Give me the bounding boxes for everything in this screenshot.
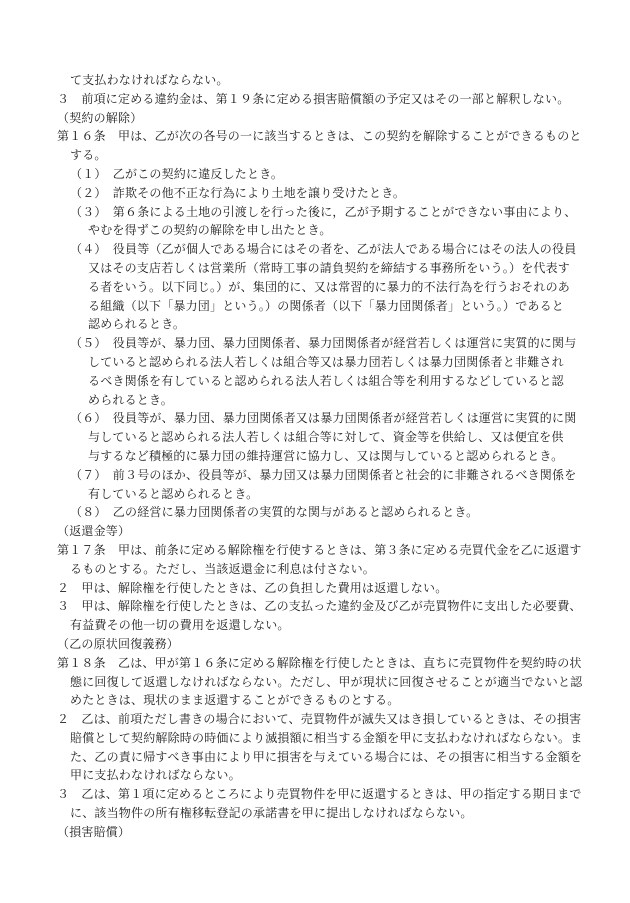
document-line: る組織（以下「暴力団」という。）の関係者（以下「暴力団関係者」という。）であると xyxy=(88,298,565,313)
document-line: に、該当物件の所有権移転登記の承諾書を甲に提出しなければならない。 xyxy=(70,806,473,821)
paragraph-line: ３ 甲は、解除権を行使したときは、乙の支払った違約金及び乙が売買物件に支出した必要費、 xyxy=(57,599,582,614)
item-line: （４） 役員等（乙が個人である場合にはその者を、乙が法人である場合にはその法人の役員 xyxy=(70,242,577,257)
document-line: 又はその支店若しくは営業所（常時工事の請負契約を締結する事務所をいう。）を代表す xyxy=(88,260,571,275)
document-line: 甲に支払わなければならない。 xyxy=(70,768,241,783)
document-line: していると認められる法人若しくは組合等又は暴力団若しくは暴力団関係者と非難され xyxy=(88,354,564,369)
paragraph-line: ３ 乙は、第１項に定めるところにより売買物件を甲に返還するときは、甲の指定する期日まで xyxy=(57,787,582,802)
item-line: （５） 役員等が、暴力団、暴力団関係者、暴力団関係者が経営若しくは運営に実質的に関与 xyxy=(70,336,577,351)
document-line: 認められるとき。 xyxy=(88,317,186,332)
item-line: （８） 乙の経営に暴力団関係者の実質的な関与があると認められるとき。 xyxy=(70,505,479,520)
document-line: るものとする。ただし、当該返還金に利息は付さない。 xyxy=(70,561,376,576)
item-line: （１） 乙がこの契約に違反したとき。 xyxy=(70,166,284,181)
document-line: る者をいう。以下同じ。）が、集団的に、又は常習的に暴力的不法行為を行うおそれのあ xyxy=(88,279,571,294)
document-line: 与するなど積極的に暴力団の維持運営に協力し、又は関与していると認められるとき。 xyxy=(88,448,564,463)
section-heading: （乙の原状回復義務） xyxy=(57,636,180,651)
section-heading: （損害賠償） xyxy=(57,824,131,839)
section-heading: （返還金等） xyxy=(57,524,131,539)
paragraph-line: ２ 甲は、解除権を行使したときは、乙の負担した費用は返還しない。 xyxy=(57,580,448,595)
document-line: 態に回復して返還しなければならない。ただし、甲が現状に回復させることが適当でないと認 xyxy=(70,674,583,689)
document-line: た、乙の責に帰すべき事由により甲に損害を与えている場合には、その損害に相当する金額を xyxy=(70,749,583,764)
article-line: 第１８条 乙は、甲が第１６条に定める解除権を行使したときは、直ちに売買物件を契約時の状 xyxy=(57,655,582,670)
item-line: （２） 詐欺その他不正な行為により土地を譲り受けたとき。 xyxy=(70,185,406,200)
document-line: やむを得ずこの契約の解除を申し出たとき。 xyxy=(88,223,332,238)
document-line: て支払わなければならない。 xyxy=(70,73,229,87)
item-line: （７） 前３号のほか、役員等が、暴力団又は暴力団関係者と社会的に非難されるべき関係を xyxy=(70,467,577,482)
item-line: （３） 第６条による土地の引渡しを行った後に，乙が予期することができない事由により、 xyxy=(70,204,577,219)
article-line: 第１７条 甲は、前条に定める解除権を行使するときは、第３条に定める売買代金を乙に返還す xyxy=(57,542,582,557)
article-line: 第１６条 甲は、乙が次の各号の一に該当するときは、この契約を解除することができるものと xyxy=(57,129,582,144)
paragraph-line: ２ 乙は、前項ただし書きの場合において、売買物件が滅失又はき損しているときは、その損害 xyxy=(57,712,582,727)
section-heading: （契約の解除） xyxy=(57,110,143,125)
document-line: るべき関係を有していると認められる法人若しくは組合等を利用するなどしていると認 xyxy=(88,373,564,388)
document-line: められるとき。 xyxy=(88,392,173,407)
item-line: （６） 役員等が、暴力団、暴力団関係者又は暴力団関係者が経営若しくは運営に実質的に関 xyxy=(70,411,577,426)
document-line: めたときは、現状のまま返還することができるものとする。 xyxy=(70,693,400,708)
document-line: 有益費その他一切の費用を返還しない。 xyxy=(70,618,290,633)
document-line: する。 xyxy=(70,148,107,163)
document-line: 与していると認められる法人若しくは組合等に対して、資金等を供給し、又は便宜を供 xyxy=(88,430,564,445)
document-line: 有していると認められるとき。 xyxy=(88,486,259,501)
document-line: ３ 前項に定める違約金は、第１９条に定める損害賠償額の予定又はその一部と解釈しない。 xyxy=(57,91,570,106)
document-line: 賠償として契約解除時の時価により滅損額に相当する金額を甲に支払わなければならない。ま xyxy=(70,730,583,745)
